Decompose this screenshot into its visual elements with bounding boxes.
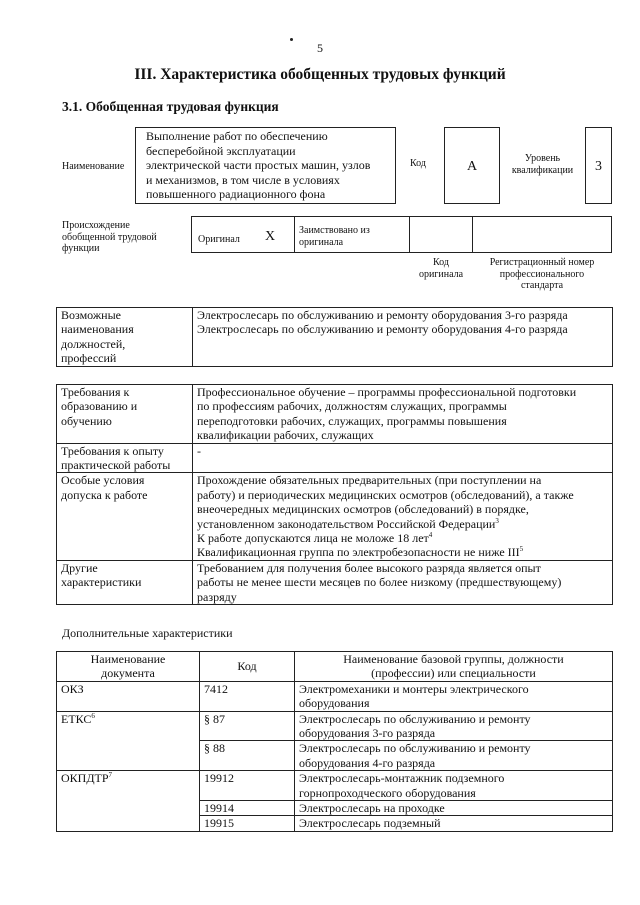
footnote-ref: 5 [519, 545, 524, 554]
origin-divider [472, 216, 473, 253]
function-name-box [135, 127, 396, 204]
origin-divider [409, 216, 410, 253]
req-value-line [197, 517, 608, 531]
page-number: 5 [317, 41, 323, 55]
education-value-cell [193, 385, 613, 444]
req-value-line: работу) и периодических медицинских осмотров (обследований), а также [197, 487, 574, 502]
origin-row [191, 216, 612, 253]
req-label-line: Другие [61, 560, 98, 575]
code-cell: 19915 [200, 816, 295, 831]
doc-cell [57, 771, 200, 832]
name-line: Электрослесарь по обслуживанию и ремонту [299, 741, 531, 756]
req-value-line [197, 531, 608, 545]
name-label: Наименование [62, 161, 125, 172]
positions-label-line: профессий [61, 351, 117, 366]
section-heading: III. Характеристика обобщенных трудовых функций [134, 66, 506, 83]
positions-label-line: наименования [61, 322, 134, 337]
origin-label [62, 220, 157, 255]
other-value-cell [193, 560, 613, 604]
other-label-cell [57, 560, 193, 604]
positions-label-line: Возможные [61, 308, 121, 322]
code-cell: 7412 [200, 681, 295, 711]
name-line: оборудования 4-го разряда [299, 755, 436, 770]
name-cell [295, 711, 613, 741]
position-title: Электрослесарь по обслуживанию и ремонту оборудования 3-го разряда [197, 308, 568, 322]
req-value-text: К работе допускаются лица не моложе 18 лет [197, 531, 429, 546]
positions-label-line: должностей, [61, 336, 126, 351]
education-label-cell [57, 385, 193, 444]
header-code-cell: Код [200, 652, 295, 682]
original-mark: X [265, 229, 276, 244]
req-value-line: Требованием для получения более высокого разряда является опыт [197, 560, 541, 575]
name-cell [295, 741, 613, 771]
req-label-line: допуска к работе [61, 487, 148, 502]
special-label-cell [57, 473, 193, 560]
req-label-line: обучению [61, 413, 112, 428]
req-label-line: Требования к [61, 385, 130, 399]
name-line: Электрослесарь-монтажник подземного [299, 771, 505, 786]
registration-caption [472, 257, 612, 292]
req-label-line: характеристики [61, 575, 142, 590]
req-value-line: Прохождение обязательных предварительных (при поступлении на [197, 473, 542, 488]
header-line: (профессии) или специальности [371, 666, 536, 681]
req-value-text: Квалификационная группа по электробезопасности не ниже III [197, 545, 520, 560]
req-value-line: разряду [197, 589, 237, 604]
name-cell [295, 801, 613, 816]
name-line: оборудования [299, 696, 370, 711]
borrowed-label-line: Заимствовано из [299, 225, 370, 236]
position-title: Электрослесарь по обслуживанию и ремонту оборудования 4-го разряда [197, 322, 568, 337]
borrowed-label-line: оригинала [299, 236, 344, 248]
level-label-line: Уровень [524, 153, 561, 164]
origin-label-line: функции [62, 243, 100, 254]
original-label: Оригинал [198, 234, 240, 245]
table-row [57, 771, 613, 801]
code-cell: 19912 [200, 771, 295, 801]
positions-label-cell [57, 308, 193, 367]
table-row [57, 681, 613, 711]
function-name-line: Выполнение работ по обеспечению [146, 129, 328, 143]
code-value-box: A [444, 127, 500, 204]
footnote-ref: 4 [428, 531, 433, 540]
borrowed-label [299, 225, 370, 248]
requirements-table [56, 384, 613, 605]
level-label-line: квалификации [511, 164, 574, 176]
header-line: документа [101, 666, 155, 681]
positions-value-cell [193, 308, 613, 367]
req-value-line: внеочередных медицинских осмотров (обследований) в порядке, [197, 502, 529, 517]
experience-value-cell: - [193, 443, 613, 473]
code-cell: 19914 [200, 801, 295, 816]
code-label: Код [410, 158, 426, 169]
header-name-cell [295, 652, 613, 682]
additional-table [56, 651, 613, 832]
level-value-box: 3 [585, 127, 612, 204]
experience-label-cell [57, 443, 193, 473]
name-line: горнопроходческого оборудования [299, 785, 476, 800]
doc-cell [57, 681, 200, 711]
footnote-ref: 7 [108, 771, 113, 780]
function-name-line: повышенного радиационного фона [146, 187, 326, 201]
positions-table [56, 307, 613, 367]
name-line: Электрослесарь по обслуживанию и ремонту [299, 711, 531, 726]
header-doc-cell [57, 652, 200, 682]
req-value-line [197, 545, 608, 559]
req-value-line: переподготовки рабочих, служащих, программы повышения [197, 413, 507, 428]
function-name-line: электрической части простых машин, узлов [146, 158, 371, 172]
req-value-line: квалификации рабочих, служащих [197, 428, 374, 443]
function-name-line: и механизмов, в том числе в условиях [146, 172, 340, 187]
req-value-line: по профессиям рабочих, должностям служащих, программы [197, 399, 507, 414]
footnote-ref: 6 [91, 711, 95, 720]
req-value-line: Профессиональное обучение – программы профессиональной подготовки [197, 385, 577, 399]
caption-line: профессионального [499, 268, 585, 280]
name-cell [295, 816, 613, 831]
caption-line: стандарта [520, 280, 564, 291]
table-row [57, 711, 613, 741]
req-label-line: Требования к опыту [61, 443, 164, 458]
name-cell [295, 771, 613, 801]
origin-label-line: обобщенной трудовой [62, 231, 157, 243]
caption-line: Регистрационный номер [489, 257, 595, 268]
doc-cell [57, 711, 200, 771]
req-value-text: установленном законодательством Российской Федерации [197, 516, 496, 531]
footnote-ref: 3 [495, 516, 499, 525]
name-line: Электрослесарь на проходке [299, 801, 445, 816]
doc-text: ОКЗ [61, 681, 84, 696]
req-value-line: работы не менее шести месяцев по более низкому (предшествующему) [197, 575, 562, 590]
function-name-line: бесперебойной эксплуатации [146, 143, 296, 158]
name-cell [295, 681, 613, 711]
origin-label-line: Происхождение [62, 220, 130, 231]
req-label-line: Особые условия [61, 473, 145, 488]
additional-title: Дополнительные характеристики [62, 626, 233, 640]
special-value-cell [193, 473, 613, 560]
name-line: Электромеханики и монтеры электрического [299, 681, 529, 696]
code-cell: § 88 [200, 741, 295, 771]
code-cell: § 87 [200, 711, 295, 741]
req-label-line: практической работы [61, 458, 171, 473]
level-label [500, 153, 585, 176]
header-line: Наименование [90, 652, 166, 666]
name-line: Электрослесарь подземный [299, 816, 441, 831]
req-label-line: образованию и [61, 399, 138, 414]
doc-text: ЕТКС [61, 711, 92, 726]
doc-text: ОКПДТР [61, 771, 109, 786]
caption-line: оригинала [418, 268, 464, 280]
subsection-heading: 3.1. Обобщенная трудовая функция [62, 99, 279, 114]
caption-line: Код [433, 257, 449, 268]
header-line: Наименование базовой группы, должности [343, 652, 564, 666]
name-line: оборудования 3-го разряда [299, 726, 436, 741]
origin-divider [294, 216, 295, 253]
original-code-caption [409, 257, 473, 280]
